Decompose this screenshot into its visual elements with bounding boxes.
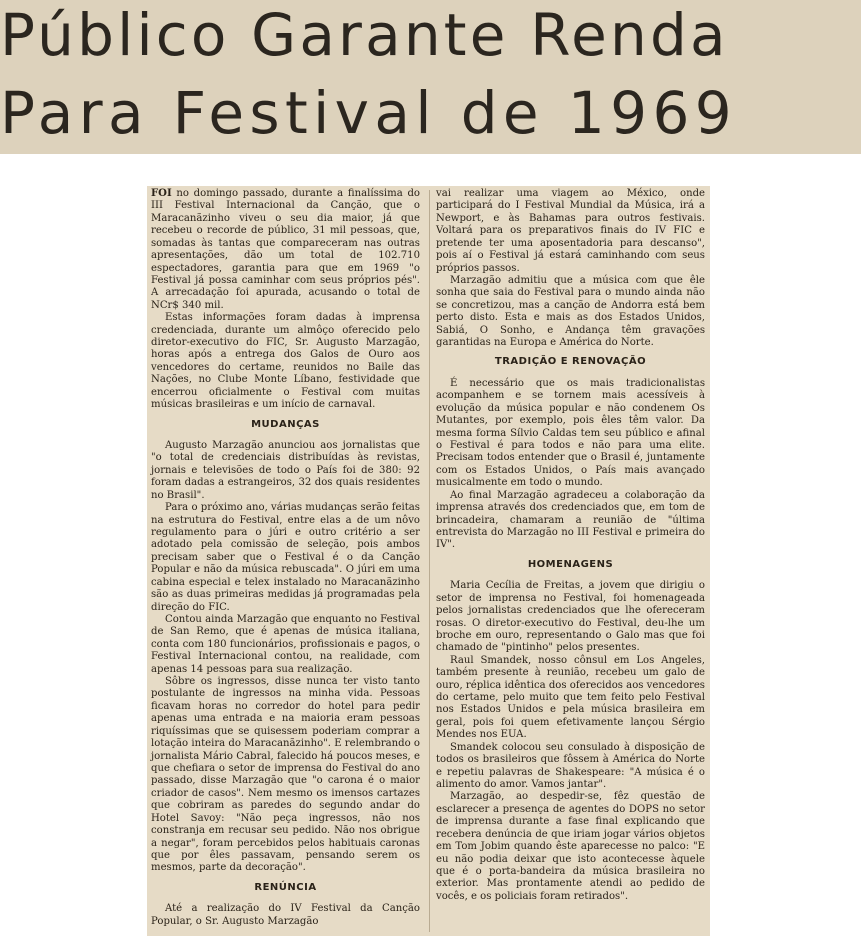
headline-line-2: Para Festival de 1969 <box>0 79 738 147</box>
section-heading-tradicao: TRADIÇÃO E RENOVAÇÃO <box>494 356 647 368</box>
article-paragraph: Contou ainda Marzagão que enquanto no Festival de San Remo, que é apenas de música italiana, conta com 180 funcionários, profissionais e pagos, o Festival Internacional contou, na realidade, com apenas 14 pessoas para sua realização. <box>151 613 420 675</box>
article-paragraph: Augusto Marzagão anunciou aos jornalistas que "o total de credenciais distribuídas às revistas, jornais e televisões de todo o País foi de 380: 92 foram dadas a estrangeiros, 32 dos quais residentes no Brasil". <box>151 440 420 501</box>
paragraph-text: no domingo passado, durante a finalíssima do III Festival Internacional da Canção, que o Maracanãzinho viveu o seu dia maior, já que recebeu o recorde de público, 31 mil pessoas, que, somadas às tantas que compareceram nas outras apresentações, dão um total de 102.710 espectadores, garantia para que em 1969 "o Festival já possa caminhar com seus próprios pés". A arrecadação foi apurada, acusando o total de NCr$ 340 mil. <box>151 188 420 311</box>
drop-cap: FOI <box>151 188 172 199</box>
article-paragraph <box>151 188 420 312</box>
article-paragraph: Estas informações foram dadas à imprensa credenciada, durante um almôço oferecido pelo diretor-executivo do FIC, Sr. Augusto Marzagão, horas após a entrega dos Galos de Ouro aos vencedores do certame, reunidos no Baile das Nações, no Clube Monte Líbano, festividade que encerrou oficialmente o Festival com muitas músicas brasileiras e um início de carnaval. <box>151 312 420 411</box>
article-paragraph: Marzagão, ao despedir-se, fêz questão de esclarecer a presença de agentes do DOPS no setor de imprensa durante a fase final explicando que recebera denúncia de que iriam jogar vários objetos em Tom Jobim quando êste aparecesse no palco: "E eu não podia deixar que isto acontecesse àquele que é o porta-bandeira da música brasileira no exterior. Mas prontamente atendi ao pedido de vocês, e os policiais foram retirados". <box>436 791 705 902</box>
headline-line-1: Público Garante Renda <box>0 1 729 69</box>
article-column-left <box>151 188 420 928</box>
article-paragraph: É necessário que os mais tradicionalistas acompanhem e se tornem mais acessíveis à evolução da música popular e não condenem Os Mutantes, por exemplo, pois êles têm valor. Da mesma forma Sílvio Caldas tem seu público e afinal o Festival é para todos e não para uma elite. Precisam todos entender que o Brasil é, juntamente com os Estados Unidos, o País mais avançado musicalmente em todo o mundo. <box>436 377 705 489</box>
article-paragraph: Maria Cecília de Freitas, a jovem que dirigiu o setor de imprensa no Festival, foi homenageada pelos jornalistas credenciados que lhe ofereceram rosas. O diretor-executivo do Festival, deu-lhe um broche em ouro, representando o Galo mas que foi chamado de "pintinho" pelos presentes. <box>436 580 705 654</box>
article-paragraph: Até a realização do IV Festival da Canção Popular, o Sr. Augusto Marzagão <box>151 903 420 927</box>
article-paragraph: Marzagão admitiu que a música com que êle sonha que saia do Festival para o mundo ainda não se concretizou, mas a canção de Andorra está bem perto disto. Esta e mais as dos Estados Unidos, Sabiá, O Sonho, e Andança têm gravações garantidas na Europa e América do Norte. <box>436 274 705 349</box>
article-paragraph: Para o próximo ano, várias mudanças serão feitas na estrutura do Festival, entre elas a de um nôvo regulamento para o júri e outro critério a ser adotado pela comissão de seleção, pois ambos precisam saber que o Festival é o da Canção Popular e não da música rebuscada". O júri em uma cabina especial e telex instalado no Maracanãzinho são as duas primeiras medidas já programadas pela direção do FIC. <box>151 502 420 613</box>
article-paragraph: Raul Smandek, nosso cônsul em Los Angeles, também presente à reunião, recebeu um galo de ouro, réplica idêntica dos oferecidos aos vencedores do certame, pelo muito que tem feito pelo Festival nos Estados Unidos e pela música brasileira em geral, pois foi quem efetivamente lançou Sérgio Mendes nos EUA. <box>436 654 705 741</box>
section-heading-mudancas: MUDANÇAS <box>251 418 320 430</box>
article-clipping <box>147 186 710 936</box>
article-paragraph: Sôbre os ingressos, disse nunca ter visto tanto postulante de ingressos na minha vida. Pessoas ficavam horas no corredor do hotel para pedir apenas uma entrada e na maioria eram pessoas riquíssimas que se quisessem poderiam comprar a lotação inteira do Maracanãzinho". E relembrando o jornalista Mário Cabral, falecido há poucos meses, e que chefiara o setor de imprensa do Festival do ano passado, disse Marzagão que "o carona é o maior criador de casos". Nem mesmo os imensos cartazes que cobriram as paredes do segundo andar do Hotel Savoy: "Não peça ingressos, não nos constranja em recusar seu pedido. Não nos obrigue a negar", foram percebidos pelos habituais caronas que por êles passavam, pensando serem os mesmos, parte da decoração". <box>151 676 420 874</box>
article-paragraph: vai realizar uma viagem ao México, onde participará do I Festival Mundial da Música, irá a Newport, e às Bahamas para outros festivais. Voltará para os preparativos finais do IV FIC e pretende ter uma aposentadoria para descanso", pois aí o Festival já estará caminhando com seus próprios passos. <box>436 188 705 274</box>
headline-banner <box>0 0 861 154</box>
article-column-right <box>436 188 705 903</box>
article-paragraph: Smandek colocou seu consulado à disposição de todos os brasileiros que fôssem à América do Norte e repetiu palavras de Shakespeare: "A música é o alimento do amor. Vamos jantar". <box>436 741 705 790</box>
section-heading-homenagens: HOMENAGENS <box>527 558 614 570</box>
column-divider <box>429 190 430 932</box>
article-paragraph: Ao final Marzagão agradeceu a colaboração da imprensa através dos credenciados que, em tom de brincadeira, chamaram a reunião de "última entrevista do Marzagão no III Festival e primeira do IV". <box>436 489 705 551</box>
section-heading-renuncia: RENÚNCIA <box>254 881 317 893</box>
